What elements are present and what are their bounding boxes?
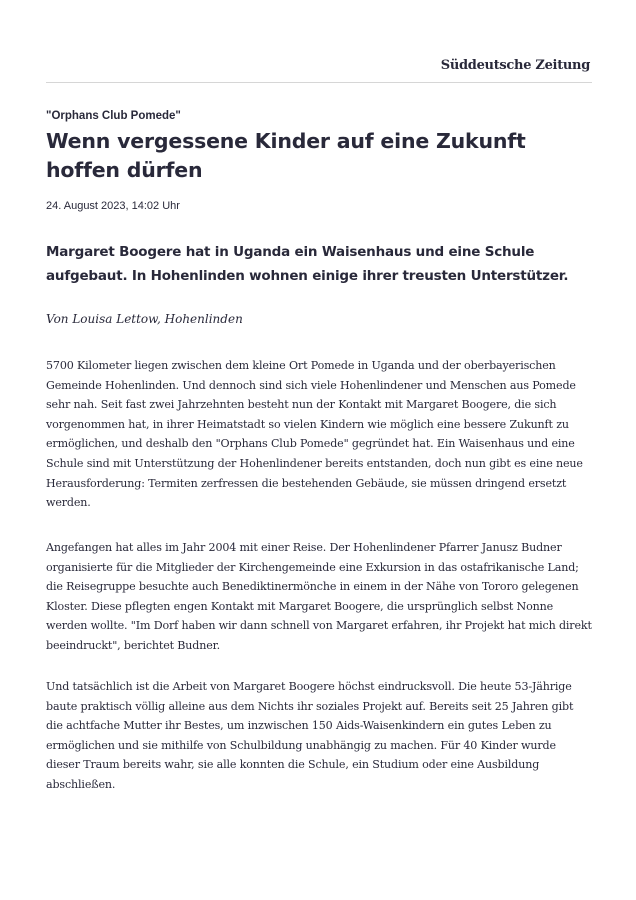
- sz-logo[interactable]: Süddeutsche Zeitung: [440, 58, 590, 73]
- article-kicker: "Orphans Club Pomede": [46, 110, 181, 122]
- article-paragraph: Und tatsächlich ist die Arbeit von Margaret Boogere höchst eindrucksvoll. Die heute 53-Jährige baute praktisch völlig alleine aus dem Nichts ihr soziales Projekt auf. Bereits seit 25 Jahren gibt die achtfache Mutter ihr Bestes, um inzwischen 150 Aids-Waisenkindern ein gutes Leben zu ermöglichen und sie mithilfe von Schulbildung unabhängig zu machen. Für 40 Kinder wurde dieser Traum bereits wahr, sie alle konnten die Schule, ein Studium oder eine Ausbildung abschließen.: [46, 680, 574, 791]
- article-paragraph: 5700 Kilometer liegen zwischen dem kleine Ort Pomede in Uganda und der oberbayerischen Gemeinde Hohenlinden. Und dennoch sind sich viele Hohenlindener und Menschen aus Pomede sehr nah. Seit fast zwei Jahrzehnten besteht nun der Kontakt mit Margaret Boogere, die sich vorgenommen hat, in ihrer Heimatstadt so vielen Kindern wie möglich eine bessere Zukunft zu ermöglichen, und deshalb den "Orphans Club Pomede" gegründet hat. Ein Waisenhaus und eine Schule sind mit Unterstützung der Hohenlindener bereits entstanden, doch nun gibt es eine neue Herausforderung: Termiten zerfressen die bestehenden Gebäude, sie müssen dringend ersetzt werden.: [46, 359, 583, 510]
- article-dateline: 24. August 2023, 14:02 Uhr: [46, 200, 180, 212]
- article-teaser: Margaret Boogere hat in Uganda ein Waisenhaus und eine Schule aufgebaut. In Hohenlinden wohnen einige ihrer treusten Unterstützer.: [46, 244, 569, 284]
- masthead: [46, 54, 592, 83]
- article-headline: Wenn vergessene Kinder auf eine Zukunft hoffen dürfen: [46, 129, 526, 182]
- article-author: Von Louisa Lettow, Hohenlinden: [46, 312, 243, 326]
- article-paragraph: Angefangen hat alles im Jahr 2004 mit einer Reise. Der Hohenlindener Pfarrer Janusz Budner organisierte für die Mitglieder der Kirchengemeinde eine Exkursion in das ostafrikanische Land; die Reisegruppe besuchte auch Benediktinermönche in einem in der Nähe von Tororo gelegenen Kloster. Diese pflegten engen Kontakt mit Margaret Boogere, die ursprünglich selbst Nonne werden wollte. "Im Dorf haben wir dann schnell von Margaret erfahren, ihr Projekt hat mich direkt beeindruckt", berichtet Budner.: [46, 541, 592, 652]
